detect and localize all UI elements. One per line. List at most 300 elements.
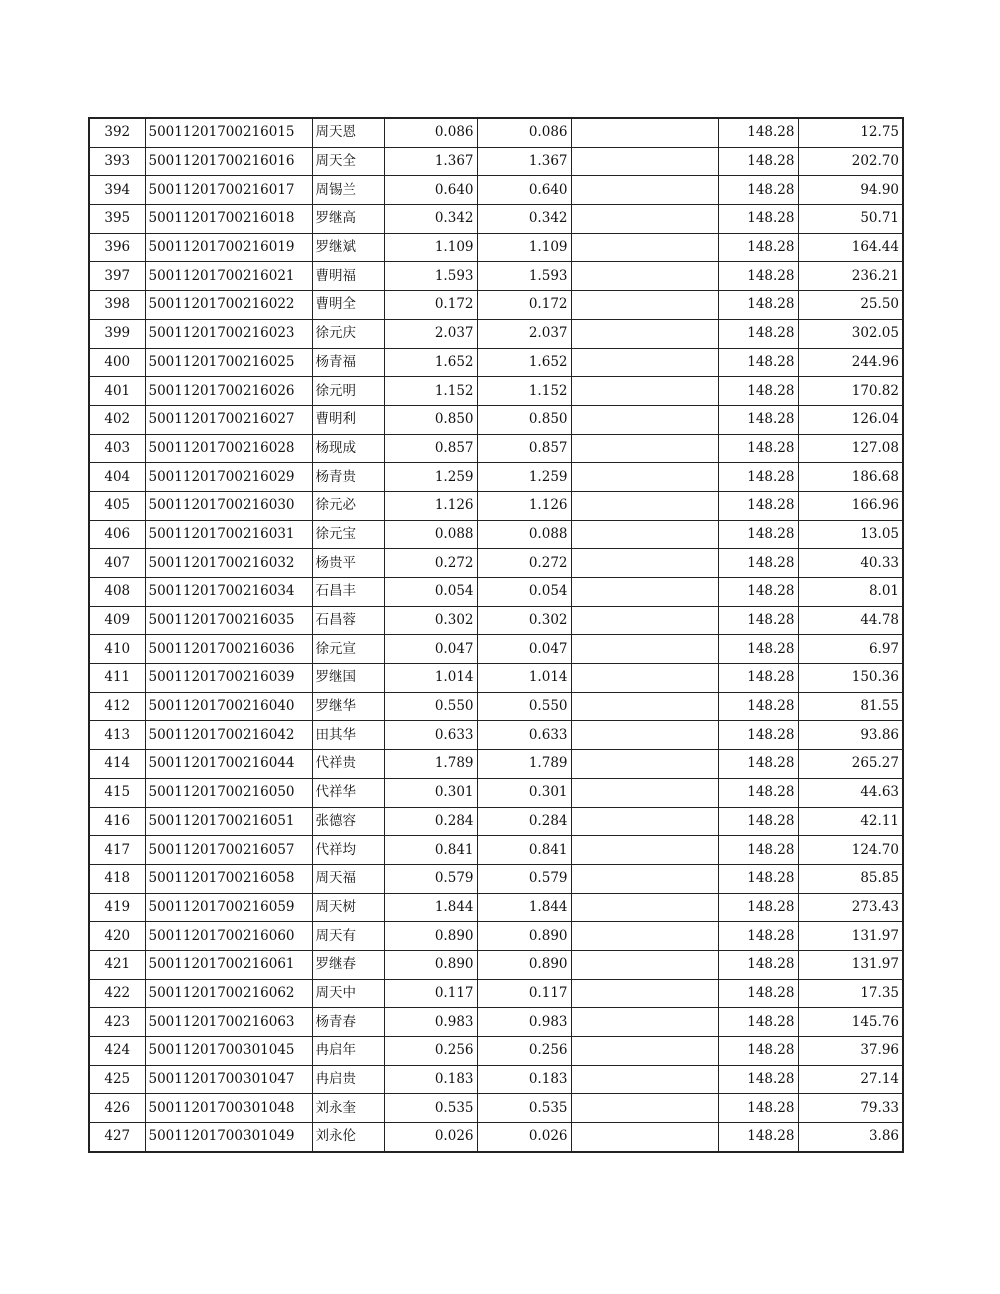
code-cell: 50011201700216062 [145, 979, 312, 1008]
area-confirmed-cell: 0.579 [477, 864, 571, 893]
row-number-cell: 419 [89, 893, 145, 922]
row-number-cell: 421 [89, 950, 145, 979]
name-cell: 徐元必 [312, 491, 384, 520]
empty-cell [571, 950, 718, 979]
price-cell: 148.28 [718, 205, 798, 234]
empty-cell [571, 233, 718, 262]
code-cell: 50011201700216036 [145, 635, 312, 664]
empty-cell [571, 664, 718, 693]
empty-cell [571, 1065, 718, 1094]
empty-cell [571, 262, 718, 291]
empty-cell [571, 1037, 718, 1066]
area-cell: 0.054 [384, 578, 477, 607]
row-number-cell: 427 [89, 1123, 145, 1152]
area-cell: 1.259 [384, 463, 477, 492]
empty-cell [571, 979, 718, 1008]
code-cell: 50011201700216050 [145, 778, 312, 807]
name-cell: 罗继高 [312, 205, 384, 234]
amount-cell: 126.04 [798, 405, 903, 434]
table-row [89, 405, 903, 434]
name-cell: 周天中 [312, 979, 384, 1008]
table-row [89, 950, 903, 979]
name-cell: 刘永奎 [312, 1094, 384, 1123]
area-confirmed-cell: 1.259 [477, 463, 571, 492]
amount-cell: 94.90 [798, 176, 903, 205]
row-number-cell: 410 [89, 635, 145, 664]
area-confirmed-cell: 2.037 [477, 319, 571, 348]
row-number-cell: 395 [89, 205, 145, 234]
area-confirmed-cell: 0.302 [477, 606, 571, 635]
row-number-cell: 418 [89, 864, 145, 893]
name-cell: 冉启年 [312, 1037, 384, 1066]
price-cell: 148.28 [718, 262, 798, 291]
area-cell: 0.841 [384, 836, 477, 865]
area-cell: 1.652 [384, 348, 477, 377]
amount-cell: 85.85 [798, 864, 903, 893]
area-cell: 0.172 [384, 291, 477, 320]
empty-cell [571, 635, 718, 664]
price-cell: 148.28 [718, 1094, 798, 1123]
area-confirmed-cell: 0.983 [477, 1008, 571, 1037]
empty-cell [571, 549, 718, 578]
amount-cell: 3.86 [798, 1123, 903, 1152]
area-confirmed-cell: 1.152 [477, 377, 571, 406]
amount-cell: 17.35 [798, 979, 903, 1008]
name-cell: 冉启贵 [312, 1065, 384, 1094]
code-cell: 50011201700216040 [145, 692, 312, 721]
empty-cell [571, 922, 718, 951]
table-row [89, 491, 903, 520]
price-cell: 148.28 [718, 348, 798, 377]
row-number-cell: 425 [89, 1065, 145, 1094]
amount-cell: 27.14 [798, 1065, 903, 1094]
area-cell: 0.579 [384, 864, 477, 893]
empty-cell [571, 319, 718, 348]
price-cell: 148.28 [718, 692, 798, 721]
code-cell: 50011201700216021 [145, 262, 312, 291]
row-number-cell: 411 [89, 664, 145, 693]
amount-cell: 44.78 [798, 606, 903, 635]
row-number-cell: 402 [89, 405, 145, 434]
area-cell: 0.026 [384, 1123, 477, 1152]
amount-cell: 131.97 [798, 922, 903, 951]
table-row [89, 893, 903, 922]
area-confirmed-cell: 0.272 [477, 549, 571, 578]
name-cell: 罗继华 [312, 692, 384, 721]
amount-cell: 202.70 [798, 147, 903, 176]
area-cell: 0.890 [384, 922, 477, 951]
code-cell: 50011201700216059 [145, 893, 312, 922]
code-cell: 50011201700216057 [145, 836, 312, 865]
name-cell: 曹明利 [312, 405, 384, 434]
price-cell: 148.28 [718, 893, 798, 922]
row-number-cell: 398 [89, 291, 145, 320]
table-row [89, 721, 903, 750]
area-confirmed-cell: 1.126 [477, 491, 571, 520]
price-cell: 148.28 [718, 1065, 798, 1094]
table-row [89, 176, 903, 205]
amount-cell: 40.33 [798, 549, 903, 578]
table-body [89, 118, 903, 1152]
row-number-cell: 407 [89, 549, 145, 578]
table-row [89, 434, 903, 463]
name-cell: 石昌蓉 [312, 606, 384, 635]
empty-cell [571, 1123, 718, 1152]
row-number-cell: 392 [89, 118, 145, 147]
area-confirmed-cell: 0.284 [477, 807, 571, 836]
area-cell: 0.117 [384, 979, 477, 1008]
name-cell: 石昌丰 [312, 578, 384, 607]
code-cell: 50011201700216029 [145, 463, 312, 492]
row-number-cell: 396 [89, 233, 145, 262]
price-cell: 148.28 [718, 721, 798, 750]
amount-cell: 302.05 [798, 319, 903, 348]
table-row [89, 348, 903, 377]
area-confirmed-cell: 0.890 [477, 950, 571, 979]
area-confirmed-cell: 0.857 [477, 434, 571, 463]
area-confirmed-cell: 0.342 [477, 205, 571, 234]
area-confirmed-cell: 0.256 [477, 1037, 571, 1066]
amount-cell: 6.97 [798, 635, 903, 664]
table-row [89, 979, 903, 1008]
area-cell: 0.284 [384, 807, 477, 836]
amount-cell: 37.96 [798, 1037, 903, 1066]
table-row [89, 319, 903, 348]
table-row [89, 1037, 903, 1066]
price-cell: 148.28 [718, 520, 798, 549]
row-number-cell: 414 [89, 750, 145, 779]
price-cell: 148.28 [718, 950, 798, 979]
row-number-cell: 415 [89, 778, 145, 807]
price-cell: 148.28 [718, 836, 798, 865]
row-number-cell: 405 [89, 491, 145, 520]
code-cell: 50011201700216022 [145, 291, 312, 320]
name-cell: 罗继国 [312, 664, 384, 693]
price-cell: 148.28 [718, 1008, 798, 1037]
amount-cell: 131.97 [798, 950, 903, 979]
name-cell: 杨青贵 [312, 463, 384, 492]
area-confirmed-cell: 1.109 [477, 233, 571, 262]
amount-cell: 8.01 [798, 578, 903, 607]
table-row [89, 864, 903, 893]
empty-cell [571, 147, 718, 176]
price-cell: 148.28 [718, 319, 798, 348]
amount-cell: 244.96 [798, 348, 903, 377]
code-cell: 50011201700216032 [145, 549, 312, 578]
table-row [89, 1123, 903, 1152]
table-row [89, 778, 903, 807]
area-cell: 0.983 [384, 1008, 477, 1037]
code-cell: 50011201700216030 [145, 491, 312, 520]
row-number-cell: 422 [89, 979, 145, 1008]
name-cell: 代祥均 [312, 836, 384, 865]
table-row [89, 635, 903, 664]
empty-cell [571, 778, 718, 807]
table-row [89, 549, 903, 578]
table-row [89, 578, 903, 607]
row-number-cell: 404 [89, 463, 145, 492]
empty-cell [571, 750, 718, 779]
code-cell: 50011201700216042 [145, 721, 312, 750]
table-row [89, 836, 903, 865]
row-number-cell: 406 [89, 520, 145, 549]
name-cell: 徐元明 [312, 377, 384, 406]
code-cell: 50011201700216035 [145, 606, 312, 635]
empty-cell [571, 807, 718, 836]
area-cell: 0.272 [384, 549, 477, 578]
code-cell: 50011201700216016 [145, 147, 312, 176]
amount-cell: 236.21 [798, 262, 903, 291]
empty-cell [571, 205, 718, 234]
amount-cell: 50.71 [798, 205, 903, 234]
price-cell: 148.28 [718, 147, 798, 176]
name-cell: 田其华 [312, 721, 384, 750]
empty-cell [571, 491, 718, 520]
amount-cell: 265.27 [798, 750, 903, 779]
row-number-cell: 420 [89, 922, 145, 951]
table-row [89, 606, 903, 635]
name-cell: 张德容 [312, 807, 384, 836]
area-cell: 0.890 [384, 950, 477, 979]
area-confirmed-cell: 0.026 [477, 1123, 571, 1152]
empty-cell [571, 606, 718, 635]
table-row [89, 922, 903, 951]
amount-cell: 44.63 [798, 778, 903, 807]
area-cell: 2.037 [384, 319, 477, 348]
price-cell: 148.28 [718, 291, 798, 320]
table-row [89, 1008, 903, 1037]
area-cell: 1.109 [384, 233, 477, 262]
empty-cell [571, 578, 718, 607]
price-cell: 148.28 [718, 807, 798, 836]
empty-cell [571, 836, 718, 865]
price-cell: 148.28 [718, 1123, 798, 1152]
price-cell: 148.28 [718, 750, 798, 779]
row-number-cell: 426 [89, 1094, 145, 1123]
amount-cell: 93.86 [798, 721, 903, 750]
area-cell: 0.047 [384, 635, 477, 664]
code-cell: 50011201700216061 [145, 950, 312, 979]
price-cell: 148.28 [718, 922, 798, 951]
area-cell: 0.857 [384, 434, 477, 463]
table-row [89, 377, 903, 406]
table-row [89, 233, 903, 262]
code-cell: 50011201700216060 [145, 922, 312, 951]
area-cell: 0.301 [384, 778, 477, 807]
area-cell: 0.342 [384, 205, 477, 234]
price-cell: 148.28 [718, 979, 798, 1008]
row-number-cell: 399 [89, 319, 145, 348]
table-row [89, 1065, 903, 1094]
name-cell: 曹明全 [312, 291, 384, 320]
name-cell: 杨青福 [312, 348, 384, 377]
area-confirmed-cell: 0.890 [477, 922, 571, 951]
area-confirmed-cell: 1.789 [477, 750, 571, 779]
row-number-cell: 416 [89, 807, 145, 836]
empty-cell [571, 348, 718, 377]
empty-cell [571, 176, 718, 205]
amount-cell: 25.50 [798, 291, 903, 320]
price-cell: 148.28 [718, 778, 798, 807]
row-number-cell: 409 [89, 606, 145, 635]
amount-cell: 145.76 [798, 1008, 903, 1037]
code-cell: 50011201700301048 [145, 1094, 312, 1123]
price-cell: 148.28 [718, 578, 798, 607]
name-cell: 杨青春 [312, 1008, 384, 1037]
row-number-cell: 408 [89, 578, 145, 607]
amount-cell: 170.82 [798, 377, 903, 406]
table-row [89, 1094, 903, 1123]
price-cell: 148.28 [718, 664, 798, 693]
amount-cell: 12.75 [798, 118, 903, 147]
empty-cell [571, 721, 718, 750]
empty-cell [571, 377, 718, 406]
code-cell: 50011201700216034 [145, 578, 312, 607]
code-cell: 50011201700216019 [145, 233, 312, 262]
row-number-cell: 417 [89, 836, 145, 865]
area-cell: 0.535 [384, 1094, 477, 1123]
table-row [89, 750, 903, 779]
area-confirmed-cell: 0.841 [477, 836, 571, 865]
empty-cell [571, 692, 718, 721]
table-row [89, 520, 903, 549]
name-cell: 周天有 [312, 922, 384, 951]
area-confirmed-cell: 0.086 [477, 118, 571, 147]
area-confirmed-cell: 0.172 [477, 291, 571, 320]
area-confirmed-cell: 0.633 [477, 721, 571, 750]
area-confirmed-cell: 0.550 [477, 692, 571, 721]
price-cell: 148.28 [718, 864, 798, 893]
table-row [89, 692, 903, 721]
area-confirmed-cell: 1.367 [477, 147, 571, 176]
code-cell: 50011201700216051 [145, 807, 312, 836]
row-number-cell: 393 [89, 147, 145, 176]
name-cell: 杨贵平 [312, 549, 384, 578]
code-cell: 50011201700216031 [145, 520, 312, 549]
area-cell: 0.850 [384, 405, 477, 434]
area-confirmed-cell: 0.117 [477, 979, 571, 1008]
name-cell: 代祥华 [312, 778, 384, 807]
row-number-cell: 397 [89, 262, 145, 291]
amount-cell: 124.70 [798, 836, 903, 865]
area-confirmed-cell: 0.850 [477, 405, 571, 434]
row-number-cell: 394 [89, 176, 145, 205]
table-row [89, 205, 903, 234]
name-cell: 杨现成 [312, 434, 384, 463]
name-cell: 刘永伦 [312, 1123, 384, 1152]
area-cell: 1.014 [384, 664, 477, 693]
area-confirmed-cell: 1.652 [477, 348, 571, 377]
price-cell: 148.28 [718, 1037, 798, 1066]
area-confirmed-cell: 0.301 [477, 778, 571, 807]
area-cell: 0.256 [384, 1037, 477, 1066]
code-cell: 50011201700216044 [145, 750, 312, 779]
row-number-cell: 401 [89, 377, 145, 406]
area-cell: 0.088 [384, 520, 477, 549]
amount-cell: 127.08 [798, 434, 903, 463]
area-cell: 0.302 [384, 606, 477, 635]
empty-cell [571, 405, 718, 434]
empty-cell [571, 463, 718, 492]
empty-cell [571, 291, 718, 320]
area-cell: 0.183 [384, 1065, 477, 1094]
empty-cell [571, 864, 718, 893]
empty-cell [571, 1008, 718, 1037]
code-cell: 50011201700301047 [145, 1065, 312, 1094]
area-confirmed-cell: 0.183 [477, 1065, 571, 1094]
code-cell: 50011201700216063 [145, 1008, 312, 1037]
name-cell: 周天树 [312, 893, 384, 922]
area-cell: 0.550 [384, 692, 477, 721]
name-cell: 徐元宣 [312, 635, 384, 664]
area-cell: 0.086 [384, 118, 477, 147]
empty-cell [571, 520, 718, 549]
price-cell: 148.28 [718, 491, 798, 520]
code-cell: 50011201700216017 [145, 176, 312, 205]
empty-cell [571, 1094, 718, 1123]
price-cell: 148.28 [718, 434, 798, 463]
price-cell: 148.28 [718, 635, 798, 664]
table-row [89, 262, 903, 291]
area-confirmed-cell: 0.640 [477, 176, 571, 205]
name-cell: 徐元宝 [312, 520, 384, 549]
code-cell: 50011201700216025 [145, 348, 312, 377]
area-confirmed-cell: 0.535 [477, 1094, 571, 1123]
price-cell: 148.28 [718, 549, 798, 578]
area-cell: 1.152 [384, 377, 477, 406]
name-cell: 周天福 [312, 864, 384, 893]
code-cell: 50011201700216058 [145, 864, 312, 893]
code-cell: 50011201700216023 [145, 319, 312, 348]
amount-cell: 186.68 [798, 463, 903, 492]
name-cell: 周天恩 [312, 118, 384, 147]
price-cell: 148.28 [718, 463, 798, 492]
area-confirmed-cell: 1.014 [477, 664, 571, 693]
area-cell: 0.640 [384, 176, 477, 205]
area-cell: 1.789 [384, 750, 477, 779]
empty-cell [571, 118, 718, 147]
area-confirmed-cell: 1.593 [477, 262, 571, 291]
price-cell: 148.28 [718, 233, 798, 262]
area-cell: 1.126 [384, 491, 477, 520]
area-cell: 1.367 [384, 147, 477, 176]
amount-cell: 13.05 [798, 520, 903, 549]
code-cell: 50011201700216028 [145, 434, 312, 463]
empty-cell [571, 893, 718, 922]
area-cell: 0.633 [384, 721, 477, 750]
area-cell: 1.593 [384, 262, 477, 291]
area-confirmed-cell: 1.844 [477, 893, 571, 922]
row-number-cell: 403 [89, 434, 145, 463]
table-row [89, 463, 903, 492]
code-cell: 50011201700216026 [145, 377, 312, 406]
table-row [89, 807, 903, 836]
table-row [89, 664, 903, 693]
row-number-cell: 400 [89, 348, 145, 377]
amount-cell: 166.96 [798, 491, 903, 520]
name-cell: 曹明福 [312, 262, 384, 291]
price-cell: 148.28 [718, 405, 798, 434]
code-cell: 50011201700216039 [145, 664, 312, 693]
row-number-cell: 413 [89, 721, 145, 750]
amount-cell: 81.55 [798, 692, 903, 721]
price-cell: 148.28 [718, 118, 798, 147]
area-confirmed-cell: 0.047 [477, 635, 571, 664]
code-cell: 50011201700216027 [145, 405, 312, 434]
row-number-cell: 412 [89, 692, 145, 721]
name-cell: 罗继斌 [312, 233, 384, 262]
row-number-cell: 424 [89, 1037, 145, 1066]
